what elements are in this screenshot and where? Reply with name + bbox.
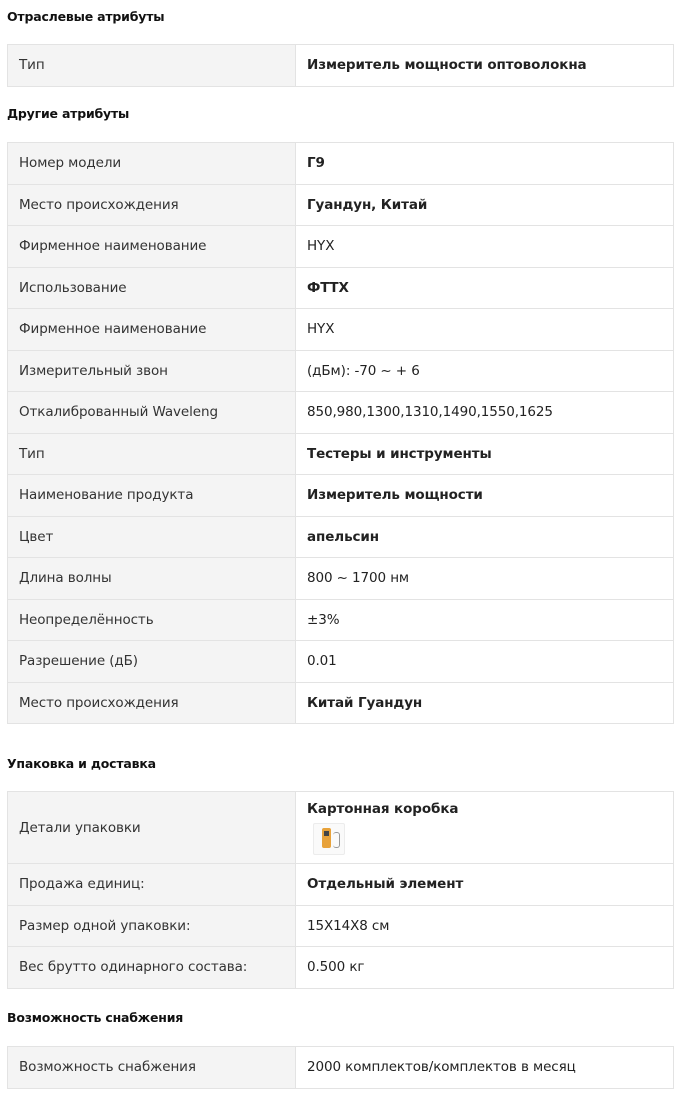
attr-key: Фирменное наименование bbox=[8, 226, 296, 268]
industry-attributes-table bbox=[7, 44, 674, 87]
power-meter-icon bbox=[322, 828, 331, 848]
attr-value: Измеритель мощности оптоволокна bbox=[296, 45, 674, 87]
table-row bbox=[8, 558, 674, 600]
attr-value: Гуандун, Китай bbox=[296, 184, 674, 226]
packaging-table bbox=[7, 791, 674, 989]
attr-value: Картонная коробка bbox=[307, 800, 459, 817]
attr-value: 2000 комплектов/комплектов в месяц bbox=[296, 1047, 674, 1089]
attr-value: 850,980,1300,1310,1490,1550,1625 bbox=[296, 392, 674, 434]
attr-value: HYX bbox=[296, 309, 674, 351]
attr-value: ±3% bbox=[296, 599, 674, 641]
attr-key: Возможность снабжения bbox=[8, 1047, 296, 1089]
table-row bbox=[8, 599, 674, 641]
section-title-other-attributes: Другие атрибуты bbox=[7, 106, 130, 121]
table-row bbox=[8, 309, 674, 351]
attr-key: Тип bbox=[8, 433, 296, 475]
table-row bbox=[8, 516, 674, 558]
table-row bbox=[8, 350, 674, 392]
attr-value: 15X14X8 см bbox=[296, 905, 674, 947]
table-row bbox=[8, 143, 674, 185]
table-row bbox=[8, 392, 674, 434]
attr-value: Г9 bbox=[296, 143, 674, 185]
attr-key: Цвет bbox=[8, 516, 296, 558]
table-row bbox=[8, 45, 674, 87]
table-row bbox=[8, 226, 674, 268]
section-title-industry-attributes: Отраслевые атрибуты bbox=[7, 9, 165, 24]
section-title-supply-ability: Возможность снабжения bbox=[7, 1010, 184, 1025]
attr-value: апельсин bbox=[296, 516, 674, 558]
attr-value: Китай Гуандун bbox=[296, 682, 674, 724]
attr-key: Продажа единиц: bbox=[8, 864, 296, 906]
attr-value: 0.500 кг bbox=[296, 947, 674, 989]
attr-key: Тип bbox=[8, 45, 296, 87]
supply-table bbox=[7, 1046, 674, 1089]
attr-key: Вес брутто одинарного состава: bbox=[8, 947, 296, 989]
attr-value: Тестеры и инструменты bbox=[296, 433, 674, 475]
attr-value: (дБм): -70 ~ + 6 bbox=[296, 350, 674, 392]
other-attributes-table bbox=[7, 142, 674, 724]
section-title-packaging-delivery: Упаковка и доставка bbox=[7, 756, 156, 771]
attr-key: Неопределённость bbox=[8, 599, 296, 641]
attr-value: Измеритель мощности bbox=[296, 475, 674, 517]
attr-value: HYX bbox=[296, 226, 674, 268]
cable-icon bbox=[333, 832, 340, 848]
attr-value-cell bbox=[296, 792, 674, 864]
package-thumbnail-image[interactable] bbox=[313, 823, 345, 855]
attr-key: Наименование продукта bbox=[8, 475, 296, 517]
attr-key: Разрешение (дБ) bbox=[8, 641, 296, 683]
table-row bbox=[8, 184, 674, 226]
attr-key: Использование bbox=[8, 267, 296, 309]
attr-value: ФТТХ bbox=[296, 267, 674, 309]
table-row bbox=[8, 792, 674, 864]
attr-key: Откалиброванный Waveleng bbox=[8, 392, 296, 434]
table-row bbox=[8, 267, 674, 309]
table-row bbox=[8, 682, 674, 724]
attr-value: 800 ~ 1700 нм bbox=[296, 558, 674, 600]
table-row bbox=[8, 641, 674, 683]
attr-value: 0.01 bbox=[296, 641, 674, 683]
table-row bbox=[8, 905, 674, 947]
attr-key: Измерительный звон bbox=[8, 350, 296, 392]
attr-key: Длина волны bbox=[8, 558, 296, 600]
table-row bbox=[8, 947, 674, 989]
table-row bbox=[8, 475, 674, 517]
attr-key: Место происхождения bbox=[8, 682, 296, 724]
attr-key: Размер одной упаковки: bbox=[8, 905, 296, 947]
attr-key: Детали упаковки bbox=[8, 792, 296, 864]
table-row bbox=[8, 1047, 674, 1089]
attr-key: Место происхождения bbox=[8, 184, 296, 226]
attr-key: Номер модели bbox=[8, 143, 296, 185]
attr-value: Отдельный элемент bbox=[296, 864, 674, 906]
table-row bbox=[8, 433, 674, 475]
table-row bbox=[8, 864, 674, 906]
attr-key: Фирменное наименование bbox=[8, 309, 296, 351]
